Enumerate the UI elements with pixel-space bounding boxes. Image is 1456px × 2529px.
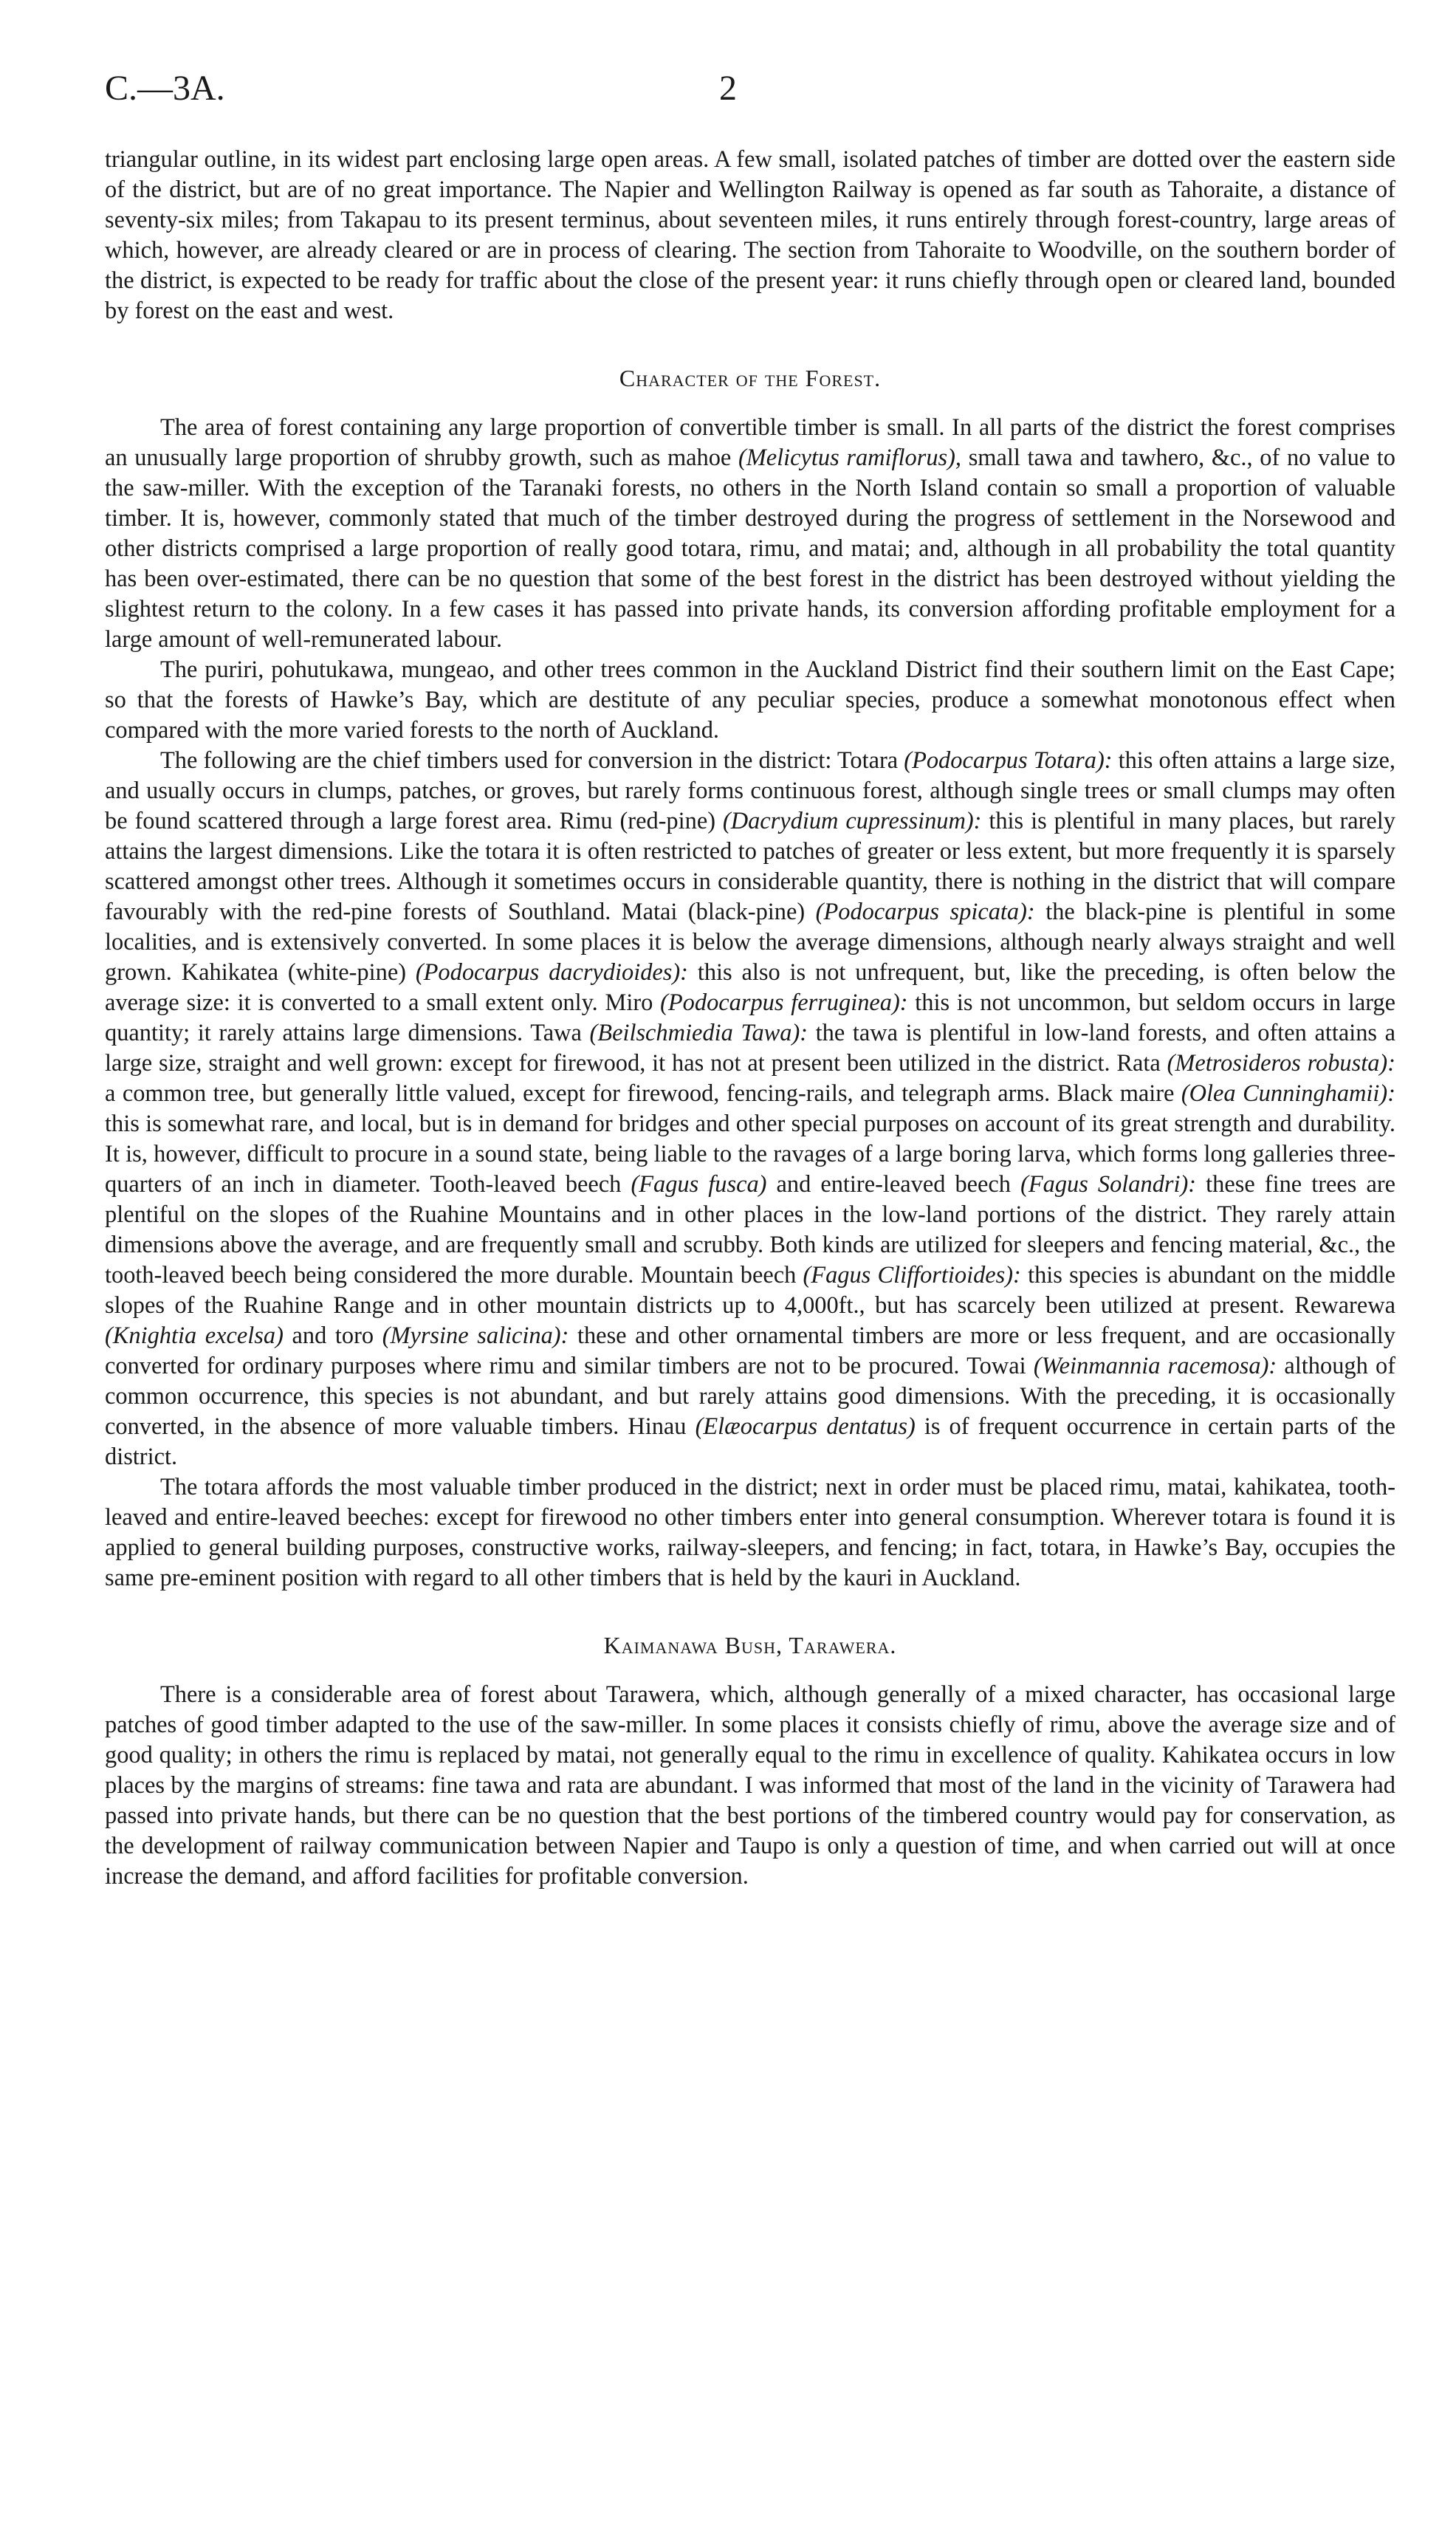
species-name: (Olea Cunninghamii): [1181, 1080, 1396, 1107]
species-name: (Melicytus ramiflorus), [738, 445, 962, 471]
text-run: the black-pine is plentiful in some localities, and is extensively converted. In some places it is below the average dimensions, although nearly always straight and well grown. Kahikatea (white-pine) [105, 899, 1395, 986]
timbers-paragraph [105, 746, 1395, 1472]
text-run: and entire-leaved beech [766, 1171, 1021, 1198]
text-run: a common tree, but generally little valued, except for firewood, fencing-rails, and telegraph arms. Black maire [105, 1080, 1181, 1107]
text-run: this is somewhat rare, and local, but is in demand for bridges and other special purposes on account of its great strength and durability. It is, however, difficult to procure in a sound state, being liable to the ravages of a large boring larva, which forms long galleries three-quarters of an inch in diameter. Tooth-leaved beech [105, 1111, 1395, 1198]
species-name: (Podocarpus dacrydioides): [415, 959, 688, 986]
text-run: this often attains a large size, and usually occurs in clumps, patches, or groves, but rarely forms continuous forest, although single trees or small clumps may often be found scattered through a large forest area. Rimu (red-pine) [105, 747, 1395, 834]
document-body [105, 145, 1395, 1892]
text-run: this species is abundant on the middle slopes of the Ruahine Range and in other mountain districts up to 4,000ft., but has scarcely been utilized at present. Rewarewa [105, 1262, 1395, 1319]
text-run: small tawa and tawhero, &c., of no value to the saw-miller. With the exception of the Taranaki forests, no others in the North Island contain so small a proportion of valuable timber. It is, however, commonly stated that much of the timber destroyed during the progress of settlement in the Norsewood and other districts comprised a large proportion of really good totara, rimu, and matai; and, although in all probability the total quantity has been over-estimated, there can be no question that some of the best forest in the district has been destroyed without yielding the slightest return to the colony. In a few cases it has passed into private hands, its conversion affording profitable employment for a large amount of well-remunerated labour. [105, 445, 1396, 653]
intro-paragraph: triangular outline, in its widest part enclosing large open areas. A few small, isolated patches of timber are dotted over the eastern side of the district, but are of no great importance. The Napier and Wellington Railway is opened as far south as Tahoraite, a distance of seventy-six miles; from Takapau to its present terminus, about seventeen miles, it runs entirely through forest-country, large areas of which, however, are already cleared or are in process of clearing. The section from Tahoraite to Woodville, on the southern border of the district, is expected to be ready for traffic about the close of the present year: it runs chiefly through open or cleared land, bounded by forest on the east and west. [105, 146, 1395, 324]
paragraph: The puriri, pohutukawa, mungeao, and other trees common in the Auckland District find their southern limit on the East Cape; so that the forests of Hawke’s Bay, which are destitute of any peculiar species, produce a somewhat monotonous effect when compared with the more varied forests to the north of Auckland. [105, 656, 1395, 744]
species-name: (Elæocarpus dentatus) [695, 1413, 916, 1440]
species-name: (Fagus fusca) [631, 1171, 767, 1198]
text-run: this is plentiful in many places, but rarely attains the largest dimensions. Like the totara it is often restricted to patches of greater or less extent, but more frequently it is sparsely scattered amongst other trees. Although it sometimes occurs in considerable quantity, there is nothing in the district that will compare favourably with the red-pine forests of Southland. Matai (black-pine) [105, 808, 1396, 925]
species-name: (Knightia excelsa) [105, 1322, 284, 1349]
text-run: and toro [283, 1322, 382, 1349]
species-name: (Metrosideros robusta): [1167, 1050, 1395, 1077]
text-run: this also is not unfrequent, but, like the preceding, is often below the average size: it is converted to a small extent only. Miro [105, 959, 1395, 1016]
species-name: (Weinmannia racemosa): [1033, 1353, 1277, 1379]
species-name: (Dacrydium cupressinum): [722, 808, 982, 834]
species-name: (Beilschmiedia Tawa): [589, 1020, 808, 1046]
species-name: (Myrsine salicina): [382, 1322, 569, 1349]
species-name: (Podocarpus spicata): [815, 899, 1035, 925]
text-run: these and other ornamental timbers are more or less frequent, and are occasionally converted for ordinary purposes where rimu and similar timbers are not to be procured. Towai [105, 1322, 1395, 1379]
text-run: is of frequent occurrence in certain parts of the district. [105, 1413, 1395, 1470]
page-header [105, 68, 1351, 112]
paragraph [105, 413, 1395, 655]
page-number: 2 [719, 69, 737, 108]
text-run: The area of forest containing any large proportion of convertible timber is small. In all parts of the district the forest comprises an unusually large proportion of shrubby growth, such as mahoe [105, 414, 1395, 471]
section-heading-character-of-forest: Character of the Forest. [619, 365, 882, 391]
section-heading-kaimanawa-bush: Kaimanawa Bush, Tarawera. [603, 1632, 897, 1658]
text-run: although of common occurrence, this species is not abundant, and but rarely attains good dimensions. With the preceding, it is occasionally converted, in the absence of more valuable timbers. Hinau [105, 1353, 1395, 1440]
paragraph: There is a considerable area of forest about Tarawera, which, although generally of a mixed character, has occasional large patches of good timber adapted to the use of the saw-miller. In some places it consists chiefly of rimu, above the average size and of good quality; in others the rimu is replaced by matai, not generally equal to the rimu in excellence of quality. Kahikatea occurs in low places by the margins of streams: fine tawa and rata are abundant. I was informed that most of the land in the vicinity of Tarawera had passed into private hands, but there can be no question that the best portions of the timbered country would pay for conservation, as the development of railway communication between Napier and Taupo is only a question of time, and when carried out will at once increase the demand, and afford facilities for profitable conversion. [105, 1681, 1395, 1890]
species-name: (Fagus Solandri): [1020, 1171, 1197, 1198]
text-run: these fine trees are plentiful on the slopes of the Ruahine Mountains and in other places in the low-land portions of the district. They rarely attain dimensions above the average, and are frequently small and scrubby. Both kinds are utilized for sleepers and fencing material, &c., the tooth-leaved beech being considered the more durable. Mountain beech [105, 1171, 1395, 1288]
species-name: (Fagus Cliffortioides): [803, 1262, 1021, 1288]
text-run: this is not uncommon, but seldom occurs in large quantity; it rarely attains large dimensions. Tawa [105, 989, 1395, 1046]
paragraph: The totara affords the most valuable timber produced in the district; next in order must be placed rimu, matai, kahikatea, tooth-leaved and entire-leaved beeches: except for firewood no other timbers enter into general consumption. Wherever totara is found it is applied to general building purposes, constructive works, railway-sleepers, and fencing; in fact, totara, in Hawke’s Bay, occupies the same pre-eminent position with regard to all other timbers that is held by the kauri in Auckland. [105, 1474, 1395, 1591]
document-reference: C.—3A. [105, 69, 225, 108]
species-name: (Podocarpus ferruginea): [660, 989, 908, 1016]
text-run: the tawa is plentiful in low-land forests, and often attains a large size, straight and well grown: except for firewood, it has not at present been utilized in the district. Rata [105, 1020, 1395, 1077]
text-run: The following are the chief timbers used for conversion in the district: Totara [160, 747, 904, 774]
species-name: (Podocarpus Totara): [904, 747, 1113, 774]
